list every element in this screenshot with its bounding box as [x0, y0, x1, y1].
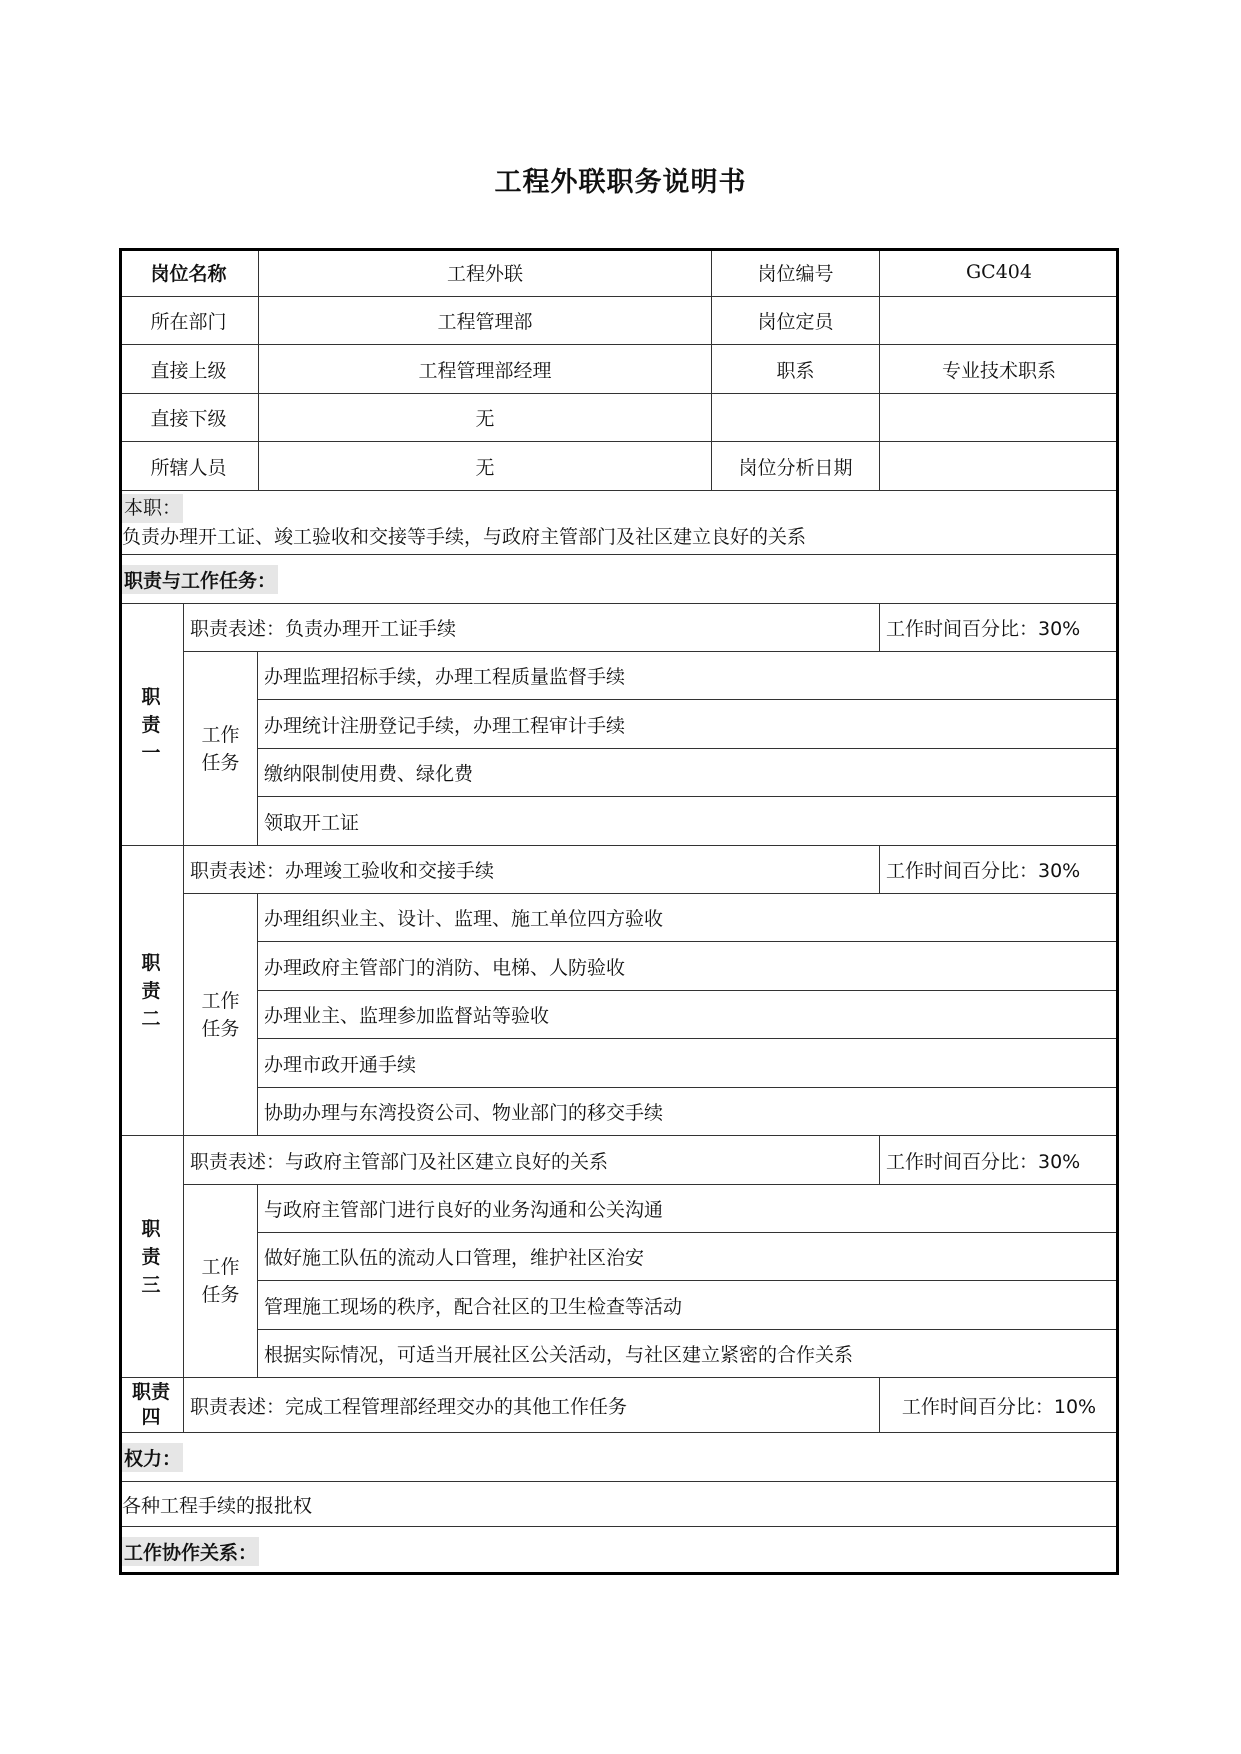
power-text: 各种工程手续的报批权	[119, 1482, 1119, 1527]
duty-2-task: 协助办理与东湾投资公司、物业部门的移交手续	[258, 1088, 1119, 1136]
job-description-table	[119, 248, 1119, 1575]
duty-2-description: 职责表述：办理竣工验收和交接手续	[184, 846, 880, 894]
superior-value: 工程管理部经理	[259, 345, 712, 394]
series-value: 专业技术职系	[880, 345, 1119, 394]
post-code-value: GC404	[880, 248, 1119, 297]
duty-3-task: 管理施工现场的秩序，配合社区的卫生检查等活动	[258, 1281, 1119, 1330]
duty-1-name: 职 责 一	[119, 604, 184, 846]
core-responsibility-label: 本职：	[122, 494, 183, 523]
document-title: 工程外联职务说明书	[494, 167, 747, 198]
power-heading	[119, 1433, 1119, 1482]
duty-4-time-percent: 工作时间百分比：10%	[880, 1378, 1119, 1433]
empty-cell	[880, 394, 1119, 442]
duty-2-name: 职 责 二	[119, 846, 184, 1136]
cooperation-heading-text: 工作协作关系：	[122, 1537, 259, 1566]
superior-label: 直接上级	[119, 345, 259, 394]
empty-cell	[712, 394, 880, 442]
duty-1-task: 办理监理招标手续，办理工程质量监督手续	[258, 652, 1119, 700]
duty-2-task: 办理政府主管部门的消防、电梯、人防验收	[258, 942, 1119, 991]
duty-3-task-label: 工作 任务	[184, 1185, 258, 1378]
post-name-label: 岗位名称	[119, 248, 259, 297]
series-label: 职系	[712, 345, 880, 394]
analysis-date-label: 岗位分析日期	[712, 442, 880, 491]
dept-label: 所在部门	[119, 297, 259, 345]
cooperation-heading	[119, 1527, 1119, 1575]
post-name-value: 工程外联	[259, 248, 712, 297]
duty-3-task: 做好施工队伍的流动人口管理，维护社区治安	[258, 1233, 1119, 1281]
duty-1-description: 职责表述：负责办理开工证手续	[184, 604, 880, 652]
staff-label: 所辖人员	[119, 442, 259, 491]
duty-3-name: 职 责 三	[119, 1136, 184, 1378]
duty-1-task: 办理统计注册登记手续，办理工程审计手续	[258, 700, 1119, 749]
subordinate-label: 直接下级	[119, 394, 259, 442]
core-responsibility	[119, 491, 1119, 555]
staff-value: 无	[259, 442, 712, 491]
duty-3-time-percent: 工作时间百分比：30%	[880, 1136, 1119, 1185]
duty-3-description: 职责表述：与政府主管部门及社区建立良好的关系	[184, 1136, 880, 1185]
duty-4-name: 职责 四	[119, 1378, 184, 1433]
duty-1-task: 领取开工证	[258, 797, 1119, 846]
power-heading-text: 权力：	[122, 1443, 183, 1472]
duty-2-task: 办理组织业主、设计、监理、施工单位四方验收	[258, 894, 1119, 942]
duty-2-task: 办理市政开通手续	[258, 1039, 1119, 1088]
duty-3-task: 根据实际情况，可适当开展社区公关活动，与社区建立紧密的合作关系	[258, 1330, 1119, 1378]
quota-value	[880, 297, 1119, 345]
post-code-label: 岗位编号	[712, 248, 880, 297]
duty-2-task: 办理业主、监理参加监督站等验收	[258, 991, 1119, 1039]
duty-3-task: 与政府主管部门进行良好的业务沟通和公关沟通	[258, 1185, 1119, 1233]
subordinate-value: 无	[259, 394, 712, 442]
duty-1-task-label: 工作 任务	[184, 652, 258, 846]
duty-4-description: 职责表述：完成工程管理部经理交办的其他工作任务	[184, 1378, 880, 1433]
duties-heading	[119, 555, 1119, 604]
quota-label: 岗位定员	[712, 297, 880, 345]
dept-value: 工程管理部	[259, 297, 712, 345]
core-responsibility-text: 负责办理开工证、竣工验收和交接等手续，与政府主管部门及社区建立良好的关系	[122, 525, 807, 548]
analysis-date-value	[880, 442, 1119, 491]
duties-heading-text: 职责与工作任务：	[122, 565, 278, 594]
duty-1-time-percent: 工作时间百分比：30%	[880, 604, 1119, 652]
duty-2-task-label: 工作 任务	[184, 894, 258, 1136]
duty-1-task: 缴纳限制使用费、绿化费	[258, 749, 1119, 797]
duty-2-time-percent: 工作时间百分比：30%	[880, 846, 1119, 894]
